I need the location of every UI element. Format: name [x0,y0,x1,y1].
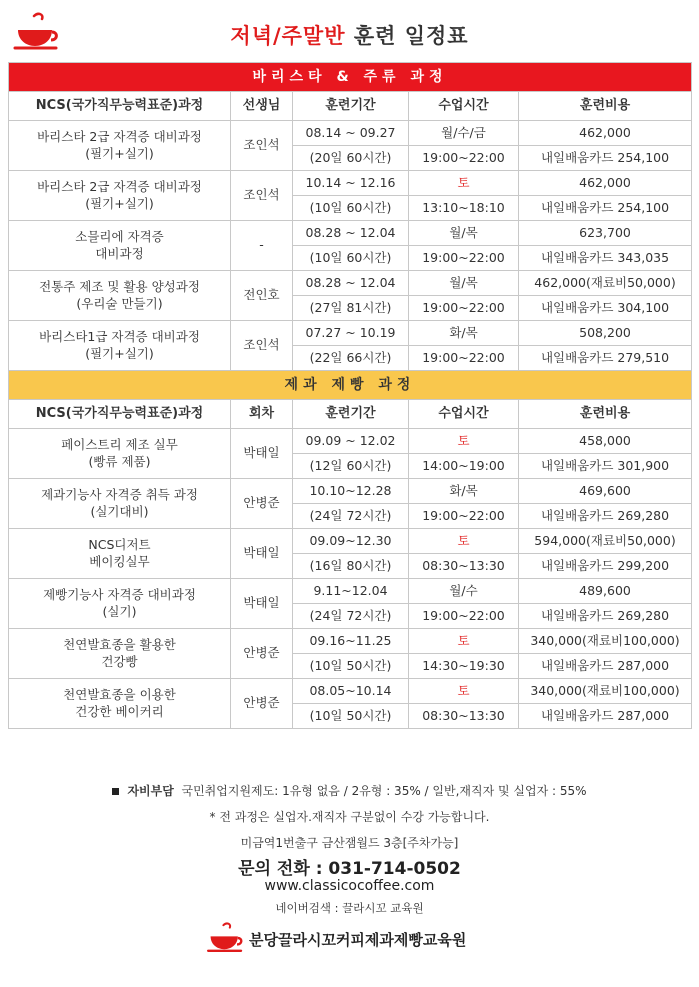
self-pay-line [0,782,699,799]
class-time: 19:00~22:00 [409,346,519,371]
brand-footer [0,922,699,956]
period: 10.14 ~ 12.16 [293,171,409,196]
coffee-cup-icon [205,922,245,954]
naver-search-text: 네이버검색 : 끌라시꼬 교육원 [275,901,424,915]
course-name-sub: 건강빵 [101,653,138,669]
course-row [9,479,692,504]
period: 08.14 ~ 09.27 [293,121,409,146]
section-title: 바리스타 & 주류 과정 [9,63,692,92]
period-hours: (20일 60시간) [293,146,409,171]
course-name-sub: (필기+실기) [85,145,154,161]
class-time: 14:30~19:30 [409,654,519,679]
card-cost: 내일배움카드 299,200 [519,554,692,579]
course-row [9,429,692,454]
period-hours: (10일 50시간) [293,654,409,679]
class-time: 19:00~22:00 [409,146,519,171]
website-link[interactable]: www.classicocoffee.com [264,878,435,894]
teacher: 전인호 [231,271,293,321]
cost: 623,700 [519,221,692,246]
course-name [9,579,231,629]
class-days: 화/목 [409,321,519,346]
card-cost: 내일배움카드 304,100 [519,296,692,321]
period-hours: (16일 80시간) [293,554,409,579]
course-name-sub: 베이킹실무 [89,553,150,569]
period: 10.10~12.28 [293,479,409,504]
class-days: 월/목 [409,221,519,246]
course-name-line: 제빵기능사 자격증 대비과정 [43,586,196,602]
period: 08.28 ~ 12.04 [293,221,409,246]
note: * 전 과정은 실업자.재직자 구분없이 수강 가능합니다. [209,810,490,824]
course-name-line: 바리스타 2급 자격증 대비과정 [37,178,202,194]
square-bullet-icon [112,788,119,795]
course-row [9,271,692,296]
course-name-sub: (실기대비) [90,503,149,519]
class-days: 월/수/금 [409,121,519,146]
cost: 508,200 [519,321,692,346]
course-name-line: 소믈리에 자격증 [75,228,164,244]
teacher: 안병준 [231,679,293,729]
class-time: 13:10~18:10 [409,196,519,221]
period-hours: (12일 60시간) [293,454,409,479]
section-title: 제과 제빵 과정 [9,371,692,400]
title-rest: 훈련 일정표 [353,24,469,48]
class-days: 화/목 [409,479,519,504]
course-name-sub: (필기+실기) [85,195,154,211]
class-time: 08:30~13:30 [409,704,519,729]
cost: 340,000(재료비100,000) [519,629,692,654]
column-header: 훈련기간 [293,92,409,121]
column-header: 회차 [231,400,293,429]
course-name [9,271,231,321]
class-days: 토 [409,679,519,704]
title-highlight: 저녁/주말반 [230,24,346,48]
period: 07.27 ~ 10.19 [293,321,409,346]
column-header: 훈련비용 [519,400,692,429]
course-row [9,171,692,196]
course-name-sub: 건강한 베이커리 [75,703,164,719]
course-name [9,221,231,271]
cost: 458,000 [519,429,692,454]
class-days: 월/목 [409,271,519,296]
class-time: 19:00~22:00 [409,296,519,321]
card-cost: 내일배움카드 301,900 [519,454,692,479]
column-header: NCS(국가직무능력표준)과정 [9,92,231,121]
column-header: NCS(국가직무능력표준)과정 [9,400,231,429]
cost: 489,600 [519,579,692,604]
class-days: 토 [409,429,519,454]
column-header-row [9,92,692,121]
class-days: 토 [409,529,519,554]
course-row [9,529,692,554]
course-name-sub: 대비과정 [95,245,144,261]
card-cost: 내일배움카드 287,000 [519,704,692,729]
card-cost: 내일배움카드 254,100 [519,146,692,171]
class-days: 토 [409,629,519,654]
card-cost: 내일배움카드 287,000 [519,654,692,679]
course-name [9,629,231,679]
column-header: 수업시간 [409,400,519,429]
header [0,0,699,62]
course-name [9,121,231,171]
teacher: 조인석 [231,171,293,221]
brand-name: 분당끌라시꼬커피제과제빵교육원 [249,931,467,949]
period: 08.05~10.14 [293,679,409,704]
course-row [9,579,692,604]
cost: 462,000(재료비50,000) [519,271,692,296]
cost: 462,000 [519,121,692,146]
course-name-line: 바리스타1급 자격증 대비과정 [39,328,200,344]
course-name [9,529,231,579]
course-name-line: 전통주 제조 및 활용 양성과정 [39,278,200,294]
course-name-line: NCS디저트 [88,536,151,552]
course-name-sub: (필기+실기) [85,345,154,361]
period-hours: (27일 81시간) [293,296,409,321]
period: 9.11~12.04 [293,579,409,604]
course-name [9,171,231,221]
course-name-line: 페이스트리 제조 실무 [61,436,178,452]
teacher: 박태일 [231,429,293,479]
schedule-table [8,62,692,729]
teacher: 조인석 [231,321,293,371]
class-days: 월/수 [409,579,519,604]
course-row [9,321,692,346]
course-name [9,479,231,529]
period: 08.28 ~ 12.04 [293,271,409,296]
card-cost: 내일배움카드 269,280 [519,604,692,629]
class-time: 14:00~19:00 [409,454,519,479]
period: 09.16~11.25 [293,629,409,654]
course-row [9,679,692,704]
period-hours: (10일 60시간) [293,196,409,221]
teacher: 안병준 [231,479,293,529]
course-name [9,679,231,729]
course-name [9,321,231,371]
teacher: 조인석 [231,121,293,171]
period: 09.09~12.30 [293,529,409,554]
phone-number[interactable]: 문의 전화 : 031-714-0502 [238,859,461,879]
card-cost: 내일배움카드 254,100 [519,196,692,221]
class-time: 19:00~22:00 [409,504,519,529]
teacher: 안병준 [231,629,293,679]
class-time: 19:00~22:00 [409,246,519,271]
column-header: 훈련기간 [293,400,409,429]
card-cost: 내일배움카드 269,280 [519,504,692,529]
cost: 469,600 [519,479,692,504]
period-hours: (24일 72시간) [293,504,409,529]
cost: 594,000(재료비50,000) [519,529,692,554]
column-header: 수업시간 [409,92,519,121]
teacher: 박태일 [231,529,293,579]
self-pay-text: 국민취업지원제도: 1유형 없음 / 2유형 : 35% / 일반,재직자 및 실업자 : 55% [181,784,587,798]
cost: 462,000 [519,171,692,196]
column-header: 훈련비용 [519,92,692,121]
course-name-sub: (빵류 제품) [88,453,151,469]
card-cost: 내일배움카드 279,510 [519,346,692,371]
card-cost: 내일배움카드 343,035 [519,246,692,271]
teacher: - [231,221,293,271]
period: 09.09 ~ 12.02 [293,429,409,454]
section-header-bakery [9,371,692,400]
course-name-line: 천연발효종을 이용한 [63,686,176,702]
period-hours: (10일 60시간) [293,246,409,271]
course-name-line: 천연발효종을 활용한 [63,636,176,652]
column-header: 선생님 [231,92,293,121]
course-name-sub: (실기) [102,603,137,619]
self-pay-label: 자비부담 [127,784,174,798]
column-header-row [9,400,692,429]
period-hours: (10일 50시간) [293,704,409,729]
address: 미금역1번출구 금산잼월드 3층[주차가능] [240,836,459,850]
class-time: 19:00~22:00 [409,604,519,629]
course-row [9,629,692,654]
class-days: 토 [409,171,519,196]
course-name-sub: (우리술 만들기) [76,295,163,311]
cost: 340,000(재료비100,000) [519,679,692,704]
course-name-line: 바리스타 2급 자격증 대비과정 [37,128,202,144]
course-name-line: 제과기능사 자격증 취득 과정 [41,486,198,502]
course-row [9,121,692,146]
page-title [0,20,699,50]
class-time: 08:30~13:30 [409,554,519,579]
course-name [9,429,231,479]
teacher: 박태일 [231,579,293,629]
course-row [9,221,692,246]
period-hours: (24일 72시간) [293,604,409,629]
section-header-barista [9,63,692,92]
period-hours: (22일 66시간) [293,346,409,371]
